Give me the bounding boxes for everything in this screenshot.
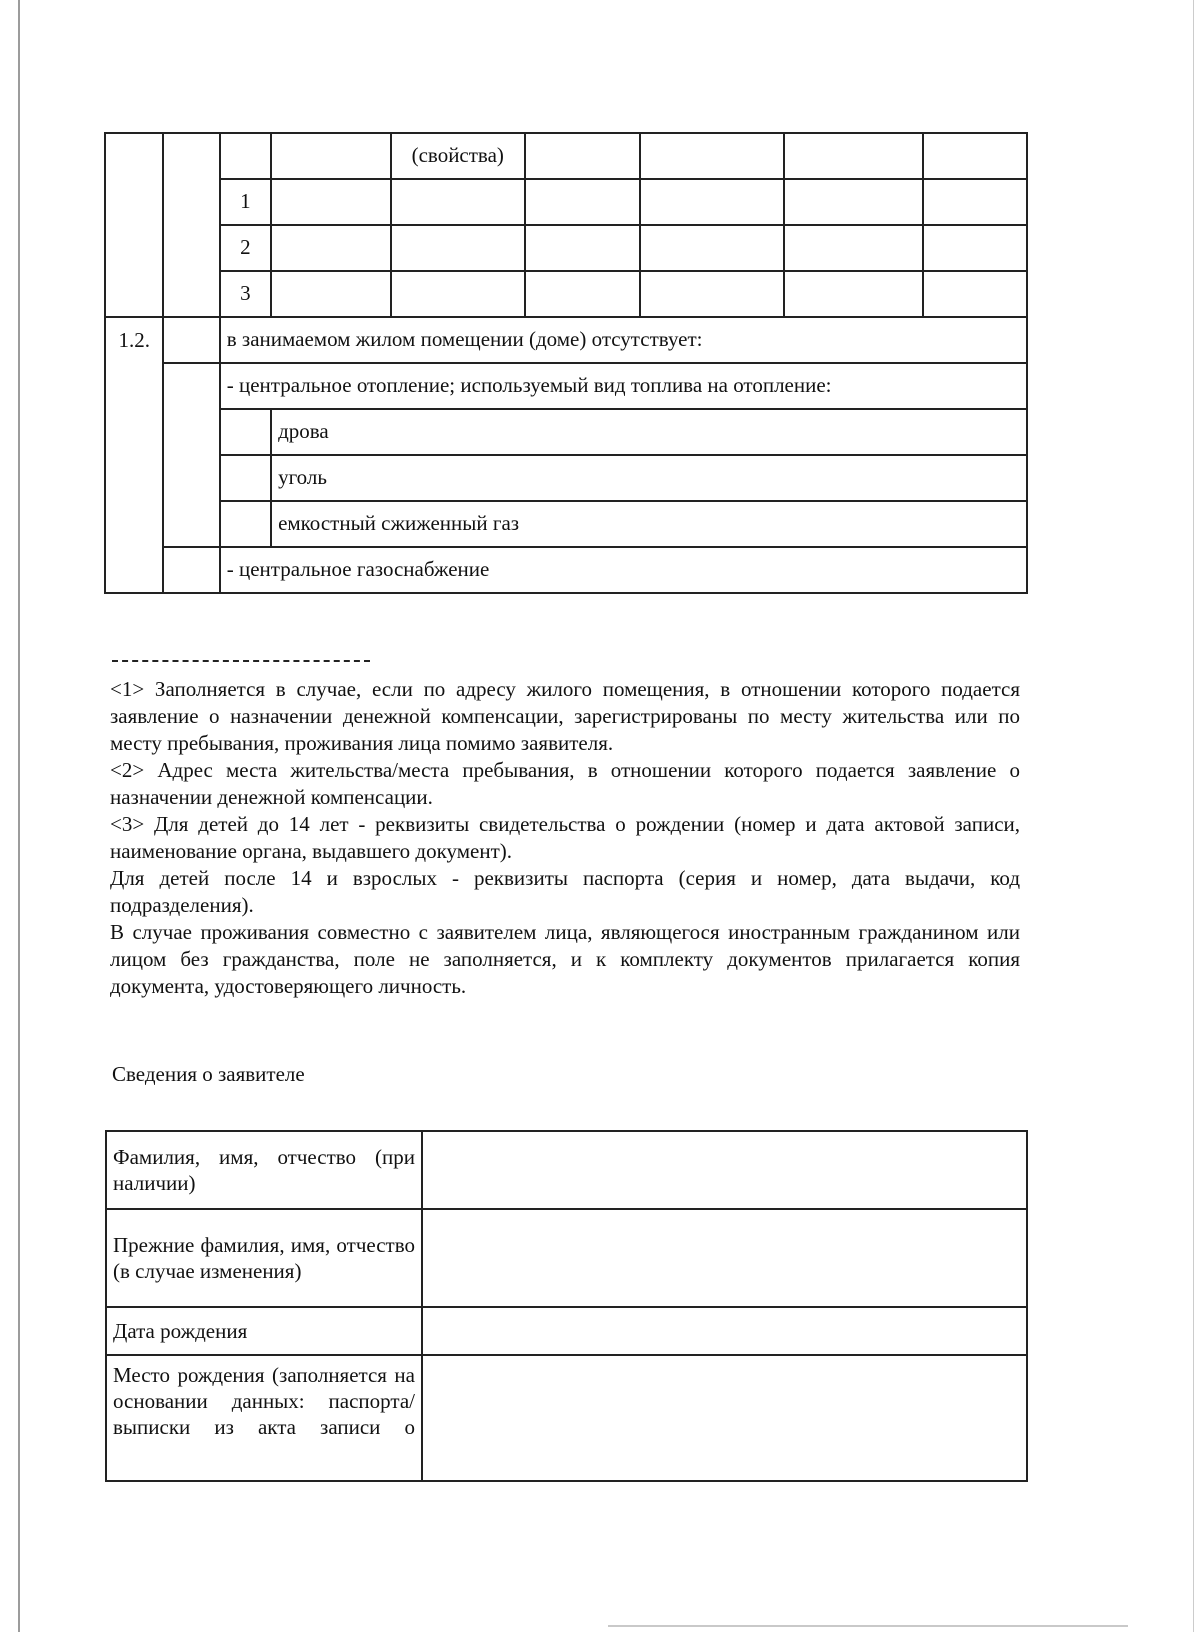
field-value-full-name[interactable] bbox=[422, 1131, 1027, 1209]
field-label-previous-name: Прежние фамилия, имя, отчество (в случае изменения) bbox=[106, 1209, 422, 1307]
field-value-birth-date[interactable] bbox=[422, 1307, 1027, 1355]
table-cell bbox=[640, 225, 784, 271]
table-cell bbox=[525, 271, 641, 317]
footnote-separator bbox=[112, 660, 370, 662]
table-cell bbox=[163, 547, 219, 593]
applicant-table bbox=[105, 1130, 1028, 1482]
field-label-full-name: Фамилия, имя, отчество (при наличии) bbox=[106, 1131, 422, 1209]
table-cell bbox=[220, 133, 271, 179]
table-cell bbox=[391, 179, 525, 225]
row-number: 3 bbox=[220, 271, 271, 317]
table-cell bbox=[640, 179, 784, 225]
table-cell bbox=[525, 179, 641, 225]
table-row bbox=[105, 179, 1027, 225]
table-cell bbox=[923, 133, 1027, 179]
table-cell bbox=[271, 225, 391, 271]
footnote-3-adults: Для детей после 14 и взрослых - реквизиты паспорта (серия и номер, дата выдачи, код подразделения). bbox=[110, 866, 1020, 917]
footnote-3: <3> Для детей до 14 лет - реквизиты свидетельства о рождении (номер и дата актовой записи, наименование органа, выдавшего документ). bbox=[110, 812, 1020, 863]
table-cell bbox=[105, 133, 163, 317]
table-cell bbox=[923, 271, 1027, 317]
fuel-option-firewood: дрова bbox=[271, 409, 1027, 455]
field-label-birth-place: Место рождения (заполняется на основании данных: паспорта/выписки из акта записи о bbox=[106, 1355, 422, 1481]
table-cell bbox=[923, 179, 1027, 225]
table-cell bbox=[784, 179, 923, 225]
row-number: 1 bbox=[220, 179, 271, 225]
heating-line: - центральное отопление; используемый вид топлива на отопление: bbox=[220, 363, 1027, 409]
scan-bottom-mark bbox=[608, 1625, 1128, 1627]
footnote-2: <2> Адрес места жительства/места пребывания, в отношении которого подается заявление о назначении денежной компенсации. bbox=[110, 758, 1020, 809]
field-label-birth-date: Дата рождения bbox=[106, 1307, 422, 1355]
footnotes bbox=[110, 676, 1020, 1000]
fuel-option-lpg: емкостный сжиженный газ bbox=[271, 501, 1027, 547]
table-row bbox=[106, 1355, 1027, 1481]
table-cell bbox=[784, 225, 923, 271]
table-row bbox=[105, 133, 1027, 179]
table-row bbox=[106, 1131, 1027, 1209]
property-table bbox=[104, 132, 1028, 594]
fuel-option-coal: уголь bbox=[271, 455, 1027, 501]
applicant-heading: Сведения о заявителе bbox=[112, 1062, 305, 1086]
table-cell bbox=[525, 225, 641, 271]
properties-header-cell: (свойства) bbox=[391, 133, 525, 179]
section-number: 1.2. bbox=[105, 317, 163, 593]
table-cell bbox=[525, 133, 641, 179]
table-cell bbox=[640, 271, 784, 317]
footnote-1: <1> Заполняется в случае, если по адресу жилого помещения, в отношении которого подается заявление о назначении денежной компенсации, зарегистрированы по месту жительства или по месту пребывания, проживания лица помимо заявителя. bbox=[110, 677, 1020, 755]
gas-line: - центральное газоснабжение bbox=[220, 547, 1027, 593]
table-cell bbox=[391, 271, 525, 317]
table-cell bbox=[271, 179, 391, 225]
table-row bbox=[105, 271, 1027, 317]
table-cell bbox=[391, 225, 525, 271]
footnote-3-foreigners: В случае проживания совместно с заявителем лица, являющегося иностранным гражданином или лицом без гражданства, поле не заполняется, и к комплекту документов прилагается копия документа, удостоверяющего личность. bbox=[110, 920, 1020, 998]
row-number: 2 bbox=[220, 225, 271, 271]
scan-edge-left bbox=[18, 0, 20, 1632]
table-cell bbox=[271, 271, 391, 317]
table-row bbox=[105, 455, 1027, 501]
table-cell bbox=[220, 455, 271, 501]
table-row bbox=[105, 317, 1027, 363]
table-cell bbox=[271, 133, 391, 179]
table-row bbox=[106, 1307, 1027, 1355]
table-cell bbox=[163, 317, 219, 363]
table-row bbox=[105, 363, 1027, 409]
table-cell bbox=[163, 363, 219, 547]
table-row bbox=[106, 1209, 1027, 1307]
table-cell bbox=[923, 225, 1027, 271]
table-row bbox=[105, 409, 1027, 455]
table-cell bbox=[220, 501, 271, 547]
field-value-previous-name[interactable] bbox=[422, 1209, 1027, 1307]
table-cell bbox=[220, 409, 271, 455]
section-title: в занимаемом жилом помещении (доме) отсутствует: bbox=[220, 317, 1027, 363]
scan-edge-right bbox=[1193, 0, 1194, 1632]
field-value-birth-place[interactable] bbox=[422, 1355, 1027, 1481]
table-row bbox=[105, 225, 1027, 271]
table-row bbox=[105, 547, 1027, 593]
table-cell bbox=[640, 133, 784, 179]
table-cell bbox=[163, 133, 219, 317]
table-cell bbox=[784, 133, 923, 179]
table-row bbox=[105, 501, 1027, 547]
table-cell bbox=[784, 271, 923, 317]
